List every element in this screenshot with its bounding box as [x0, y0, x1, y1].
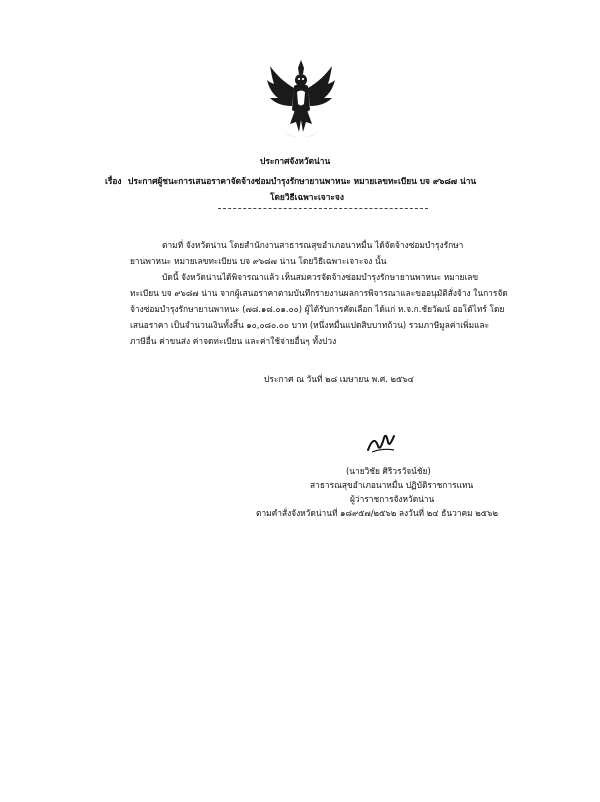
paragraph-1-line-1: ตามที่ จังหวัดน่าน โดยสำนักงานสาธารณสุขอำเภอนาหมื่น ได้จัดจ้างซ่อมบำรุงรักษา: [162, 240, 464, 250]
paragraph-2-line-5: ภาษีอื่น ค่าขนส่ง ค่าจดทะเบียน และค่าใช้จ่ายอื่นๆ ทั้งปวง: [130, 336, 337, 346]
announcement-org: ประกาศจังหวัดน่าน: [260, 156, 331, 166]
subject-label: เรื่อง: [105, 176, 122, 186]
paragraph-2-line-2: ทะเบียน บจ ๙๖๘๗ น่าน จากผู้เสนอราคาตามบันทึกรายงานผลการพิจารณาและขออนุมัติสั่งจ้าง ในการจัด: [130, 288, 508, 298]
subject-line-1: ประกาศผู้ชนะการเสนอราคาจัดจ้างซ่อมบำรุงรักษายานพาหนะ หมายเลขทะเบียน บจ ๙๖๘๗ น่าน: [128, 176, 477, 186]
subject-line-2: โดยวิธีเฉพาะเจาะจง: [270, 192, 344, 202]
paragraph-2-line-3: จ้างซ่อมบำรุงรักษายานพาหนะ (๗๘.๑๘.๐๑.๐๐) ผู้ได้รับการคัดเลือก ได้แก่ ห.จ.ก.ชัยวัฒน์ ออโต้ไทร์ โดย: [130, 304, 505, 314]
signatory-position-1: สาธารณสุขอำเภอนาหมื่น ปฏิบัติราชการแทน: [310, 480, 474, 490]
paragraph-1-line-2: ยานพาหนะ หมายเลขทะเบียน บจ ๙๖๘๗ น่าน โดยวิธีเฉพาะเจาะจง นั้น: [130, 256, 387, 266]
paragraph-2-line-1: บัดนี้ จังหวัดน่านได้พิจารณาแล้ว เห็นสมควรจัดจ้างซ่อมบำรุงรักษายานพาหนะ หมายเลข: [162, 272, 479, 282]
signatory-order: ตามคำสั่งจังหวัดน่านที่ ๑๘๙๕๗/๒๕๖๒ ลงวันที่ ๒๔ ธันวาคม ๒๕๖๒: [256, 508, 498, 518]
signatory-position-2: ผู้ว่าราชการจังหวัดน่าน: [350, 494, 435, 504]
announcement-date: ประกาศ ณ วันที่ ๒๘ เมษายน พ.ศ. ๒๕๖๔: [264, 374, 414, 384]
paragraph-2-line-4: เสนอราคา เป็นจำนวนเงินทั้งสิ้น ๑๐,๐๘๐.๐๐ บาท (หนึ่งหมื่นแปดสิบบาทถ้วน) รวมภาษีมูลค่าเพิ่มและ: [130, 320, 490, 330]
header-divider: [218, 208, 428, 209]
garuda-emblem-icon: [266, 58, 336, 142]
signature-icon: [364, 428, 398, 456]
signatory-name: (นายวิชัย ศิริวรวัจน์ชัย): [346, 466, 431, 476]
